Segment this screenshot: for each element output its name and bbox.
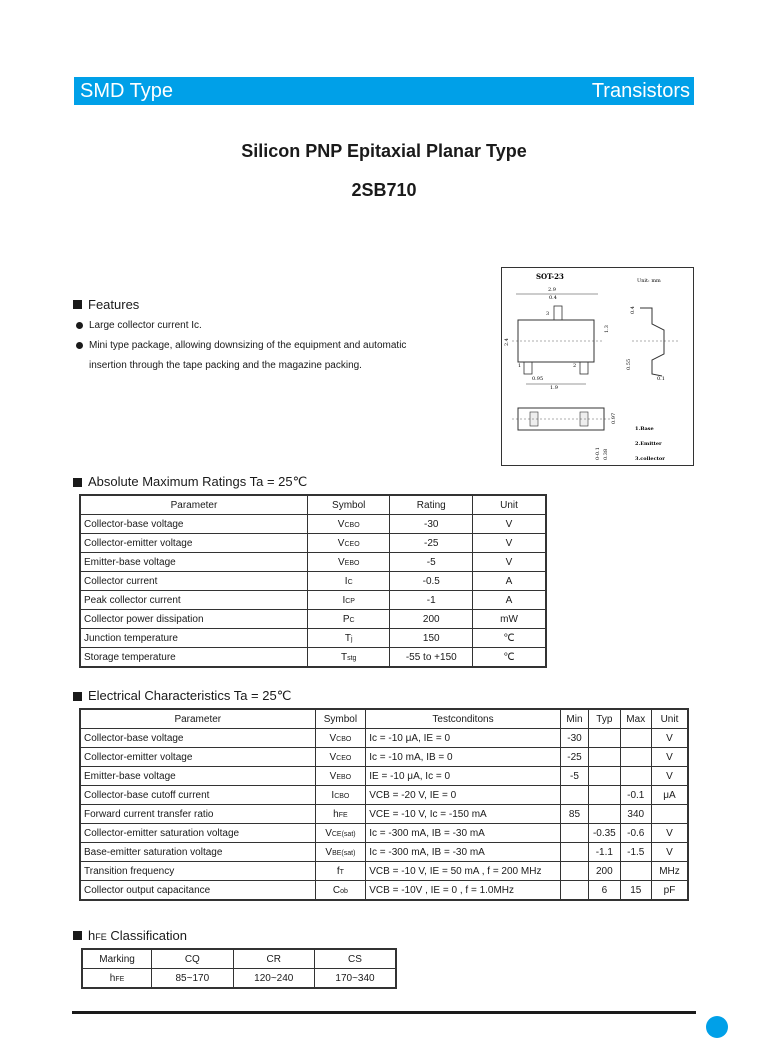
table-cell [620, 748, 651, 767]
column-header: Min [560, 709, 588, 729]
table-cell: -25 [390, 534, 473, 553]
table-cell: V [651, 748, 688, 767]
table-cell: Marking [82, 949, 152, 969]
features-heading-text: Features [88, 297, 140, 312]
abs-max-table [79, 494, 547, 668]
dim-label: 0-0.1 [595, 447, 601, 460]
table-cell: 200 [390, 610, 473, 629]
table-cell: VCE(sat) [315, 824, 366, 843]
column-header: Unit [651, 709, 688, 729]
table-cell: Peak collector current [80, 591, 307, 610]
table-row [80, 515, 546, 534]
header-banner [74, 77, 694, 105]
square-bullet-icon [73, 478, 82, 487]
table-cell: pF [651, 881, 688, 901]
table-cell: Collector power dissipation [80, 610, 307, 629]
table-cell: V [651, 843, 688, 862]
table-cell: ICBO [315, 786, 366, 805]
column-header: Parameter [80, 709, 315, 729]
table-cell: CQ [152, 949, 233, 969]
table-cell: -5 [390, 553, 473, 572]
hfe-table [81, 948, 397, 989]
table-cell: VCB = -10V , IE = 0 , f = 1.0MHz [366, 881, 561, 901]
header-right: Transistors [591, 79, 690, 102]
table-cell: VCEO [307, 534, 390, 553]
elec-heading [73, 688, 291, 704]
table-cell: -0.5 [390, 572, 473, 591]
table-cell: IE = -10 μA, Ic = 0 [366, 767, 561, 786]
table-cell: Collector-emitter voltage [80, 534, 307, 553]
table-cell: hFE [82, 969, 152, 989]
table-cell [620, 767, 651, 786]
table-cell [589, 805, 620, 824]
square-bullet-icon [73, 931, 82, 940]
table-row [80, 648, 546, 668]
table-cell [560, 824, 588, 843]
bullet-dot-icon [76, 342, 83, 349]
pin-legend: 1.Base [635, 426, 654, 432]
elec-heading-text: Electrical Characteristics Ta = 25℃ [88, 688, 292, 703]
pin-label: 3 [546, 311, 550, 317]
feature-item [76, 320, 202, 331]
table-cell: -25 [560, 748, 588, 767]
table-cell: fT [315, 862, 366, 881]
table-row [80, 629, 546, 648]
table-cell [589, 729, 620, 748]
table-cell: 6 [589, 881, 620, 901]
table-cell: Ic = -300 mA, IB = -30 mA [366, 843, 561, 862]
table-cell: Base-emitter saturation voltage [80, 843, 315, 862]
table-row [82, 949, 396, 969]
table-row [80, 553, 546, 572]
square-bullet-icon [73, 300, 82, 309]
table-cell: Storage temperature [80, 648, 307, 668]
table-cell: Collector-base cutoff current [80, 786, 315, 805]
table-cell: Tj [307, 629, 390, 648]
table-cell: Cob [315, 881, 366, 901]
table-cell [620, 729, 651, 748]
bullet-dot-icon [76, 322, 83, 329]
table-cell: Emitter-base voltage [80, 553, 307, 572]
table-row [80, 534, 546, 553]
table-row [80, 591, 546, 610]
table-cell: mW [473, 610, 546, 629]
dim-label: 1.9 [550, 385, 558, 391]
table-cell: Transition frequency [80, 862, 315, 881]
table-row [80, 843, 688, 862]
dim-label: 1.3 [604, 325, 610, 333]
table-cell: -0.35 [589, 824, 620, 843]
table-cell [620, 862, 651, 881]
dim-label: 0.95 [532, 376, 544, 382]
table-cell: -0.1 [620, 786, 651, 805]
table-cell: -1.5 [620, 843, 651, 862]
table-cell: Tstg [307, 648, 390, 668]
table-cell: CR [233, 949, 314, 969]
table-row [82, 969, 396, 989]
table-cell: VCE = -10 V, Ic = -150 mA [366, 805, 561, 824]
table-cell: 170~340 [315, 969, 397, 989]
hfe-heading-text: hFE Classification [88, 928, 187, 943]
dim-label: 0.4 [630, 306, 636, 314]
table-cell: VCB = -10 V, IE = 50 mA , f = 200 MHz [366, 862, 561, 881]
footer-rule [72, 1011, 696, 1014]
table-cell: -0.6 [620, 824, 651, 843]
table-cell: 85~170 [152, 969, 233, 989]
pin-label: 1 [518, 363, 522, 369]
table-cell [589, 767, 620, 786]
column-header: Parameter [80, 495, 307, 515]
table-cell: V [473, 534, 546, 553]
table-cell: -1.1 [589, 843, 620, 862]
table-cell [560, 786, 588, 805]
column-header: Testconditons [366, 709, 561, 729]
table-cell [560, 843, 588, 862]
dim-label: 2.9 [548, 287, 556, 293]
dim-label: 0.1 [657, 376, 665, 382]
table-cell: Forward current transfer ratio [80, 805, 315, 824]
table-cell: V [473, 553, 546, 572]
table-cell: IC [307, 572, 390, 591]
table-cell: hFE [315, 805, 366, 824]
package-outline-diagram [502, 268, 693, 465]
dim-label: 0.97 [611, 412, 617, 424]
pin-legend: 3.collector [635, 456, 665, 462]
pin-label: 2 [573, 363, 577, 369]
dim-label: 0.55 [626, 358, 632, 370]
table-cell: 120~240 [233, 969, 314, 989]
table-cell: Collector-emitter saturation voltage [80, 824, 315, 843]
square-bullet-icon [73, 692, 82, 701]
table-cell: Collector-base voltage [80, 515, 307, 534]
package-unit: Unit: mm [637, 278, 661, 284]
table-cell: -55 to +150 [390, 648, 473, 668]
part-number: 2SB710 [351, 180, 417, 200]
table-cell [589, 786, 620, 805]
table-cell: VEBO [315, 767, 366, 786]
table-row [80, 862, 688, 881]
table-cell: V [651, 767, 688, 786]
abs-max-heading-text: Absolute Maximum Ratings Ta = 25℃ [88, 474, 308, 489]
table-cell: μA [651, 786, 688, 805]
table-cell: Collector-base voltage [80, 729, 315, 748]
table-row [80, 610, 546, 629]
table-cell: -1 [390, 591, 473, 610]
feature-text: Mini type package, allowing downsizing of the equipment and automatic [89, 340, 407, 351]
package-drawing [501, 267, 694, 466]
table-cell: Collector current [80, 572, 307, 591]
table-cell: Emitter-base voltage [80, 767, 315, 786]
table-row [80, 729, 688, 748]
package-name: SOT-23 [536, 272, 564, 281]
column-header: Unit [473, 495, 546, 515]
table-cell: PC [307, 610, 390, 629]
table-cell: A [473, 572, 546, 591]
table-cell: CS [315, 949, 397, 969]
header-left: SMD Type [80, 79, 173, 102]
dim-label: 0.38 [603, 448, 609, 460]
table-cell: Ic = -300 mA, IB = -30 mA [366, 824, 561, 843]
table-cell: V [651, 729, 688, 748]
table-row [80, 767, 688, 786]
abs-max-heading [73, 474, 307, 490]
feature-text: Large collector current Ic. [89, 320, 202, 331]
table-cell: V [651, 824, 688, 843]
table-cell: 150 [390, 629, 473, 648]
table-cell: Ic = -10 mA, IB = 0 [366, 748, 561, 767]
table-cell: -30 [560, 729, 588, 748]
page-title: Silicon PNP Epitaxial Planar Type [241, 141, 527, 161]
table-cell: A [473, 591, 546, 610]
table-cell: 85 [560, 805, 588, 824]
table-cell: Collector output capacitance [80, 881, 315, 901]
table-cell: VCBO [307, 515, 390, 534]
table-cell: ℃ [473, 648, 546, 668]
table-cell: VCBO [315, 729, 366, 748]
dim-label: 0.4 [549, 295, 557, 301]
table-cell: MHz [651, 862, 688, 881]
table-cell: 340 [620, 805, 651, 824]
table-cell: VEBO [307, 553, 390, 572]
table-cell: VCB = -20 V, IE = 0 [366, 786, 561, 805]
table-cell: VCEO [315, 748, 366, 767]
table-row [80, 748, 688, 767]
table-row [80, 881, 688, 901]
column-header: Rating [390, 495, 473, 515]
pin-legend: 2.Emitter [635, 441, 662, 447]
table-cell [651, 805, 688, 824]
table-cell: 200 [589, 862, 620, 881]
table-header-row [80, 709, 688, 729]
dim-label: 2.4 [504, 338, 510, 346]
table-cell: ℃ [473, 629, 546, 648]
table-header-row [80, 495, 546, 515]
table-cell: -5 [560, 767, 588, 786]
table-cell [589, 748, 620, 767]
table-cell: Ic = -10 μA, IE = 0 [366, 729, 561, 748]
column-header: Symbol [307, 495, 390, 515]
features-heading [73, 297, 139, 312]
table-row [80, 786, 688, 805]
feature-continuation: insertion through the tape packing and the magazine packing. [89, 360, 362, 371]
table-cell: Junction temperature [80, 629, 307, 648]
table-row [80, 824, 688, 843]
table-row [80, 572, 546, 591]
table-cell: Collector-emitter voltage [80, 748, 315, 767]
table-cell: VBE(sat) [315, 843, 366, 862]
table-cell: -30 [390, 515, 473, 534]
column-header: Symbol [315, 709, 366, 729]
hfe-heading [73, 928, 187, 943]
table-cell [560, 862, 588, 881]
table-cell: 15 [620, 881, 651, 901]
page-marker-icon [706, 1016, 728, 1038]
table-cell: V [473, 515, 546, 534]
table-cell [560, 881, 588, 901]
elec-table [79, 708, 689, 901]
table-row [80, 805, 688, 824]
column-header: Max [620, 709, 651, 729]
table-cell: ICP [307, 591, 390, 610]
column-header: Typ [589, 709, 620, 729]
feature-item [76, 340, 406, 351]
